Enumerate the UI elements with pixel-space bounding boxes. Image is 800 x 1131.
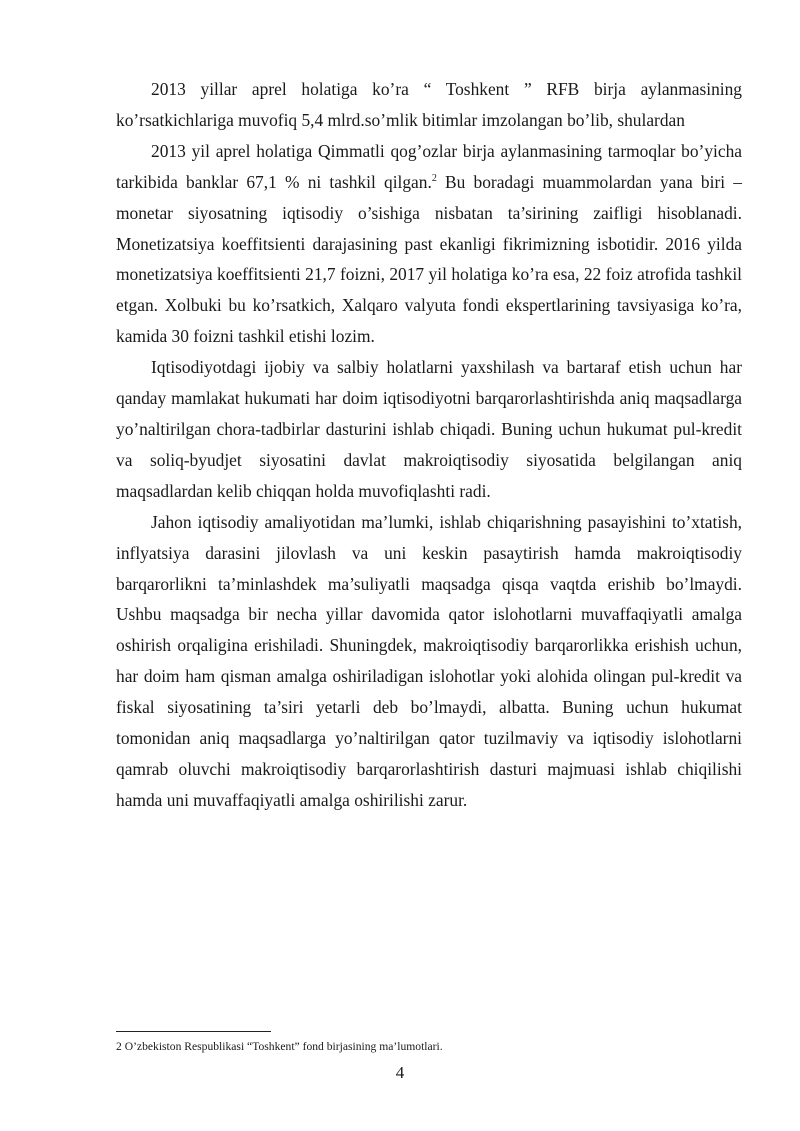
paragraph-2: [116, 136, 742, 352]
paragraph-2-continuation: Bu boradagi muammolardan yana biri – monetar siyosatning iqtisodiy o’sishiga nisbatan ta’sirining zaifligi hisoblanadi. Monetizatsiya koeffitsienti darajasining past ekanligi fikrimizning isbotidir. 2016 yilda monetizatsiya koeffitsienti 21,7 foizni, 2017 yil holatiga ko’ra esa, 22 foiz atrofida tashkil etgan. Xolbuki bu ko’rsatkich, Xalqaro valyuta fondi ekspertlarining tavsiyasiga ko’ra, kamida 30 foizni tashkil etishi lozim.: [116, 171, 742, 347]
page-number: 4: [395, 1063, 405, 1082]
paragraph-1: 2013 yillar aprel holatiga ko’ra “ Toshkent ” RFB birja aylanmasining ko’rsatkichlariga muvofiq 5,4 mlrd.so’mlik bitimlar imzolangan bo’lib, shulardan: [116, 79, 742, 130]
document-body: [116, 74, 742, 816]
footnote-separator: [116, 1031, 271, 1032]
paragraph-3: Iqtisodiyotdagi ijobiy va salbiy holatlarni yaxshilash va bartaraf etish uchun har qanday mamlakat hukumati har doim iqtisodiyotni barqarorlashtirishda aniq maqsadlarga yo’naltirilgan chora-tadbirlar dasturini ishlab chiqadi. Buning uchun hukumat pul-kredit va soliq-byudjet siyosatini davlat makroiqtisodiy siyosatida belgilangan aniq maqsadlardan kelib chiqqan holda muvofiqlashti radi.: [116, 357, 742, 501]
footnote: 2 O’zbekiston Respublikasi “Toshkent” fond birjasining ma’lumotlari.: [116, 1040, 443, 1053]
paragraph-4: Jahon iqtisodiy amaliyotidan ma’lumki, ishlab chiqarishning pasayishini to’xtatish, inflyatsiya darasini jilovlash va uni keskin pasaytirish hamda makroiqtisodiy barqarorlikni ta’minlashdek ma’suliyatli maqsadga qisqa vaqtda erishib bo’lmaydi. Ushbu maqsadga bir necha yillar davomida qator islohotlarni muvaffaqiyatli amalga oshirish orqaligina erishiladi. Shuningdek, makroiqtisodiy barqarorlikka erishish uchun, har doim ham qisman amalga oshiriladigan islohotlar yoki alohida olingan pul-kredit va fiskal siyosatining ta’siri yetarli deb bo’lmaydi, albatta. Buning uchun hukumat tomonidan aniq maqsadlarga yo’naltirilgan qator tuzilmaviy va iqtisodiy islohotlarni qamrab oluvchi makroiqtisodiy barqarorlashtirish dasturi majmuasi ishlab chiqilishi hamda uni muvaffaqiyatli amalga oshirilishi zarur.: [116, 511, 742, 810]
footnote-reference[interactable]: 2: [431, 172, 437, 184]
paragraph-2-text: 2013 yil aprel holatiga Qimmatli qog’ozlar birja aylanmasining tarmoqlar bo’yicha tarkibida banklar 67,1 % ni tashkil qilgan.: [116, 140, 742, 192]
